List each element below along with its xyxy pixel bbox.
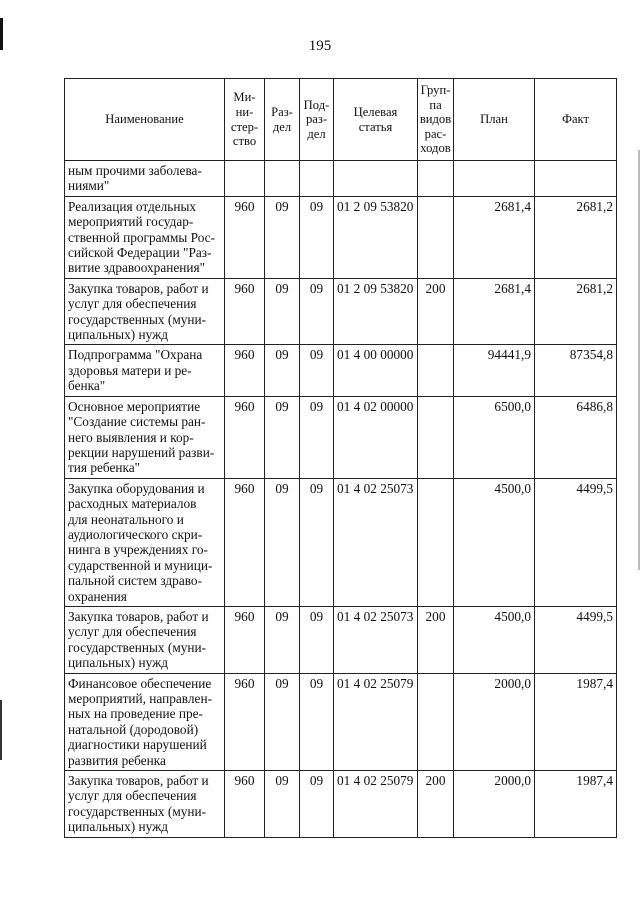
cell-plan bbox=[454, 161, 535, 197]
cell-group bbox=[418, 396, 454, 478]
cell-section: 09 bbox=[265, 396, 300, 478]
cell-name: Закупка товаров, работ и услуг для обеспечения государственных (муни- ципальных) нужд bbox=[65, 771, 225, 838]
budget-table bbox=[64, 78, 617, 838]
cell-section: 09 bbox=[265, 478, 300, 606]
cell-name: Основное мероприятие "Создание системы ран- него выявления и кор- рекции нарушений разви- тия ребенка" bbox=[65, 396, 225, 478]
table-body bbox=[65, 161, 617, 838]
cell-section: 09 bbox=[265, 771, 300, 838]
cell-section bbox=[265, 161, 300, 197]
header-fact: Факт bbox=[535, 79, 617, 161]
cell-name: Подпрограмма "Охрана здоровья матери и ре- бенка" bbox=[65, 345, 225, 396]
cell-name: Закупка оборудования и расходных материалов для неонатального и аудиологического скри- нинга в учреждениях го- сударственной и муници- пальной систем здраво- охранения bbox=[65, 478, 225, 606]
cell-fact: 2681,2 bbox=[535, 196, 617, 278]
cell-target: 01 4 02 25073 bbox=[334, 478, 418, 606]
cell-subsection: 09 bbox=[300, 606, 334, 673]
cell-fact: 6486,8 bbox=[535, 396, 617, 478]
cell-section: 09 bbox=[265, 345, 300, 396]
cell-ministry bbox=[225, 161, 265, 197]
cell-target: 01 4 02 25079 bbox=[334, 673, 418, 770]
cell-name: ным прочими заболева- ниями" bbox=[65, 161, 225, 197]
cell-group: 200 bbox=[418, 278, 454, 345]
table-row bbox=[65, 396, 617, 478]
table-row bbox=[65, 606, 617, 673]
header-plan: План bbox=[454, 79, 535, 161]
header-ministry: Ми- ни- стер- ство bbox=[225, 79, 265, 161]
cell-target: 01 4 02 00000 bbox=[334, 396, 418, 478]
header-name: Наименование bbox=[65, 79, 225, 161]
cell-group: 200 bbox=[418, 771, 454, 838]
cell-ministry: 960 bbox=[225, 478, 265, 606]
cell-plan: 4500,0 bbox=[454, 478, 535, 606]
cell-plan: 94441,9 bbox=[454, 345, 535, 396]
cell-target: 01 2 09 53820 bbox=[334, 196, 418, 278]
cell-section: 09 bbox=[265, 606, 300, 673]
cell-name: Закупка товаров, работ и услуг для обеспечения государственных (муни- ципальных) нужд bbox=[65, 606, 225, 673]
cell-plan: 2681,4 bbox=[454, 196, 535, 278]
cell-section: 09 bbox=[265, 278, 300, 345]
header-target: Целевая статья bbox=[334, 79, 418, 161]
cell-fact: 1987,4 bbox=[535, 673, 617, 770]
header-group: Груп- па видов рас- ходов bbox=[418, 79, 454, 161]
cell-subsection: 09 bbox=[300, 345, 334, 396]
table-row bbox=[65, 196, 617, 278]
cell-group bbox=[418, 196, 454, 278]
cell-ministry: 960 bbox=[225, 673, 265, 770]
table-row bbox=[65, 771, 617, 838]
table-row bbox=[65, 673, 617, 770]
cell-subsection: 09 bbox=[300, 396, 334, 478]
cell-section: 09 bbox=[265, 196, 300, 278]
cell-plan: 2000,0 bbox=[454, 673, 535, 770]
cell-plan: 4500,0 bbox=[454, 606, 535, 673]
cell-fact: 4499,5 bbox=[535, 478, 617, 606]
cell-target bbox=[334, 161, 418, 197]
table-row bbox=[65, 478, 617, 606]
cell-ministry: 960 bbox=[225, 606, 265, 673]
cell-target: 01 4 02 25079 bbox=[334, 771, 418, 838]
cell-subsection: 09 bbox=[300, 196, 334, 278]
cell-group: 200 bbox=[418, 606, 454, 673]
table-header-row bbox=[65, 79, 617, 161]
cell-subsection: 09 bbox=[300, 673, 334, 770]
cell-subsection: 09 bbox=[300, 278, 334, 345]
cell-fact: 1987,4 bbox=[535, 771, 617, 838]
scan-edge-mark-lower bbox=[0, 700, 2, 760]
cell-plan: 2000,0 bbox=[454, 771, 535, 838]
cell-section: 09 bbox=[265, 673, 300, 770]
table-row bbox=[65, 278, 617, 345]
cell-ministry: 960 bbox=[225, 771, 265, 838]
table-row bbox=[65, 161, 617, 197]
cell-plan: 6500,0 bbox=[454, 396, 535, 478]
cell-group bbox=[418, 478, 454, 606]
cell-name: Реализация отдельных мероприятий государ- ственной программы Рос- сийской Федерации "Раз- витие здравоохранения" bbox=[65, 196, 225, 278]
page-number: 195 bbox=[308, 38, 332, 54]
cell-group bbox=[418, 673, 454, 770]
header-subsection: Под- раз- дел bbox=[300, 79, 334, 161]
cell-group bbox=[418, 345, 454, 396]
cell-target: 01 4 02 25073 bbox=[334, 606, 418, 673]
cell-fact: 2681,2 bbox=[535, 278, 617, 345]
cell-ministry: 960 bbox=[225, 278, 265, 345]
cell-ministry: 960 bbox=[225, 396, 265, 478]
cell-fact bbox=[535, 161, 617, 197]
cell-subsection: 09 bbox=[300, 771, 334, 838]
cell-group bbox=[418, 161, 454, 197]
cell-subsection bbox=[300, 161, 334, 197]
cell-plan: 2681,4 bbox=[454, 278, 535, 345]
cell-name: Финансовое обеспечение мероприятий, направлен- ных на проведение пре- натальной (дородовой) диагностики нарушений развития ребенка bbox=[65, 673, 225, 770]
header-section: Раз- дел bbox=[265, 79, 300, 161]
cell-ministry: 960 bbox=[225, 345, 265, 396]
cell-target: 01 4 00 00000 bbox=[334, 345, 418, 396]
cell-fact: 87354,8 bbox=[535, 345, 617, 396]
cell-fact: 4499,5 bbox=[535, 606, 617, 673]
cell-ministry: 960 bbox=[225, 196, 265, 278]
cell-target: 01 2 09 53820 bbox=[334, 278, 418, 345]
cell-name: Закупка товаров, работ и услуг для обеспечения государственных (муни- ципальных) нужд bbox=[65, 278, 225, 345]
cell-subsection: 09 bbox=[300, 478, 334, 606]
table-row bbox=[65, 345, 617, 396]
